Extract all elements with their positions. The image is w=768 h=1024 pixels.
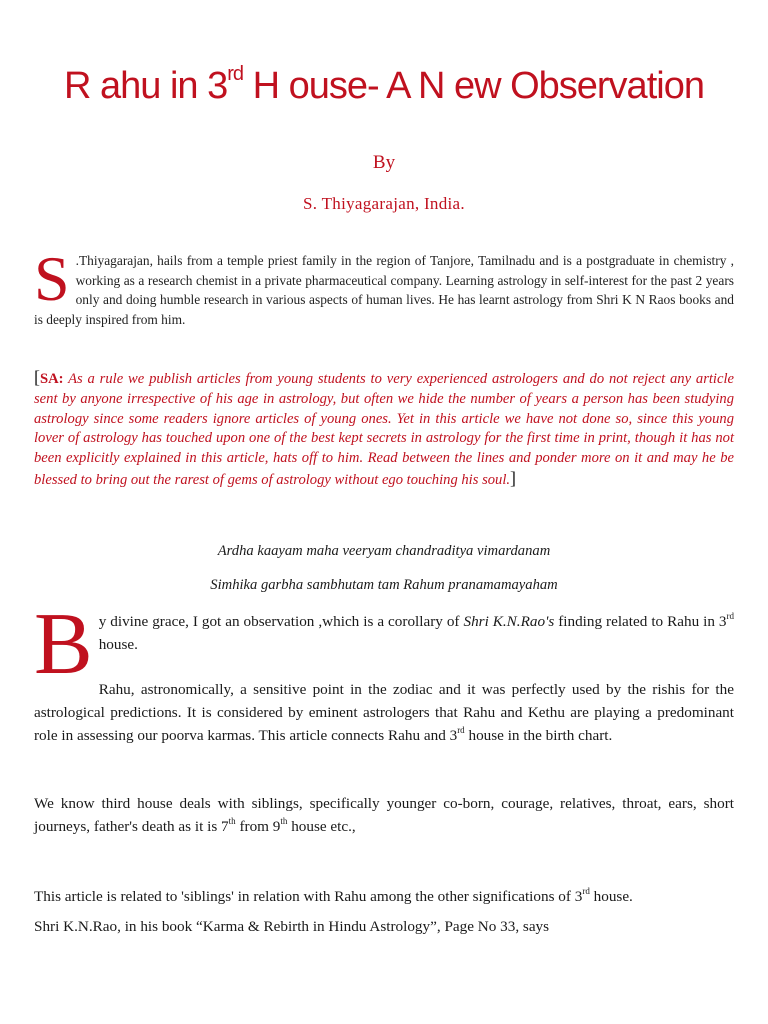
paragraph-rahu xyxy=(34,678,734,747)
p1-text-b: finding related to Rahu in 3 xyxy=(554,613,727,630)
p2-text-b: house in the birth chart. xyxy=(464,727,613,744)
p3-text-a: We know third house deals with siblings, specifically younger co-born, courage, relatives, throat, ears, short journeys, father's death as it is 7 xyxy=(34,795,734,835)
p1-text-a: y divine grace, I got an observation ,which is a corollary of xyxy=(98,613,464,630)
p4-text-a: This article is related to 'siblings' in relation with Rahu among the other significations of 3 xyxy=(34,888,583,905)
byline-author: S. Thiyagarajan, India. xyxy=(303,194,465,213)
mantra-line-2: Simhika garbha sambhutam tam Rahum pranamamayaham xyxy=(210,577,558,593)
title-superscript: rd xyxy=(227,63,244,85)
bio-text: .Thiyagarajan, hails from a temple priest family in the region of Tanjore, Tamilnadu and is a postgraduate in chemistry , working as a research chemist in a private pharmaceutical company. Learning astrology in self-interest for the past 2 years only and doing humble research in various aspects of human lives. He has learnt astrology from Shri K N Raos books and is deeply inspired from him. xyxy=(34,253,734,327)
bio-dropcap: S xyxy=(34,243,70,314)
editor-note-close-bracket: ] xyxy=(510,467,517,488)
p1-text-c: house. xyxy=(98,636,138,653)
editor-note-open-bracket: [ xyxy=(34,367,40,387)
byline-by: By xyxy=(372,152,396,173)
p3-superscript-2: th xyxy=(280,816,288,826)
p1-superscript: rd xyxy=(726,611,735,621)
article-title xyxy=(0,64,768,105)
p3-text-c: house etc., xyxy=(287,818,356,835)
p3-text-b: from 9 xyxy=(235,818,281,835)
p3-superscript-1: th xyxy=(228,816,236,826)
editor-note-tag: SA: xyxy=(40,371,64,387)
editor-note xyxy=(34,368,734,491)
paragraph-siblings xyxy=(34,885,734,908)
body-dropcap: B xyxy=(34,596,93,693)
p2-text: Rahu, astronomically, a sensitive point in the zodiac and it was perfectly used by the rishis for the astrological predictions. It is considered by eminent astrologers that Rahu and Kethu are playing a predominant role in assessing our poorva karmas. This article connects Rahu and 3 xyxy=(34,681,734,744)
p4-text-b: house. xyxy=(589,888,633,905)
paragraph-third-house xyxy=(34,792,734,838)
title-text-1: R ahu in 3 xyxy=(64,65,228,107)
editor-note-text: As a rule we publish articles from young students to very experienced astrologers and do not reject any article sent by anyone irrespective of his age in astrology, but often we hide the number of years a person has been studying astrology since some readers ignore articles of young ones. Yet in this article we have not done so, since this young lover of astrology has touched upon one of the best kept secrets in astrology for the first time in print, though it has not been explicitly explained in this article, hats off to him. Read between the lines and ponder more on it and may he be blessed to bring out the rarest of gems of astrology without ego touching his soul. xyxy=(34,371,734,488)
mantra-line-1: Ardha kaayam maha veeryam chandraditya vimardanam xyxy=(217,543,551,559)
p4-superscript: rd xyxy=(582,886,590,896)
paragraph-book-quote: Shri K.N.Rao, in his book “Karma & Rebirth in Hindu Astrology”, Page No 33, says xyxy=(34,918,550,935)
title-text-2: H ouse- A N ew Observation xyxy=(243,65,704,107)
author-bio xyxy=(34,243,734,329)
p1-emphasis: Shri K.N.Rao's xyxy=(463,613,555,630)
paragraph-intro xyxy=(34,610,734,670)
p2-superscript: rd xyxy=(457,725,465,735)
article-body xyxy=(34,596,735,938)
